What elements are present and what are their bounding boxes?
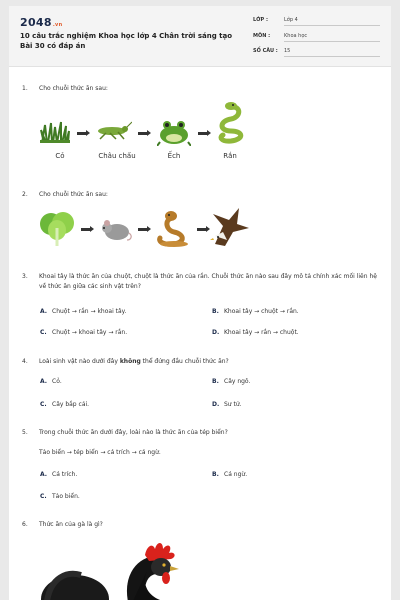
site-logo[interactable] bbox=[20, 16, 62, 29]
grasshopper-icon bbox=[94, 121, 132, 141]
question-text: Trong chuỗi thức ăn dưới đây, loài nào là thức ăn của tép biển? bbox=[39, 429, 228, 436]
grass-icon bbox=[40, 121, 70, 143]
answer-option-b[interactable]: B. Cá ngừ. bbox=[212, 471, 248, 478]
food-chain-text: Tảo biển → tép biển → cá trích → cá ngừ. bbox=[39, 449, 161, 456]
arrow-icon bbox=[198, 132, 208, 135]
class-label: LỚP : bbox=[253, 17, 268, 23]
food-chain-image-1 bbox=[37, 101, 257, 166]
question-text: Khoai tây là thức ăn của chuột, chuột là thức ăn của rắn. Chuỗi thức ăn nào sau đây mô tả chính xác mối liên hệ về thức ăn giữa các sinh vật trên? bbox=[39, 273, 377, 290]
document-page bbox=[9, 6, 391, 600]
subject-value: Khoa học bbox=[284, 33, 380, 42]
page-title: 10 câu trắc nghiệm Khoa học lớp 4 Chân trời sáng tạo Bài 30 có đáp án bbox=[20, 32, 233, 50]
caption-frog: Ếch bbox=[167, 152, 181, 160]
logo-suffix: .vn bbox=[52, 22, 63, 28]
answer-option-a[interactable]: A. Cỏ. bbox=[40, 378, 62, 385]
arrow-icon bbox=[77, 132, 87, 135]
class-value: Lớp 4 bbox=[284, 17, 380, 26]
snake-icon bbox=[152, 210, 192, 248]
frog-icon bbox=[157, 118, 191, 146]
answer-option-b[interactable]: B. Cây ngô. bbox=[212, 378, 251, 385]
arrow-icon bbox=[197, 228, 207, 231]
arrow-icon bbox=[138, 228, 148, 231]
answer-option-a[interactable]: A. Chuột → rắn → khoai tây. bbox=[40, 308, 127, 315]
mouse-icon bbox=[99, 218, 133, 242]
food-chain-image-2 bbox=[37, 206, 257, 252]
caption-snake: Rắn bbox=[223, 152, 237, 160]
arrow-icon bbox=[81, 228, 91, 231]
logo-text: 2048 bbox=[20, 16, 52, 29]
question-number: 5. bbox=[22, 429, 28, 436]
document-header bbox=[9, 6, 391, 67]
arrow-icon bbox=[138, 132, 148, 135]
eagle-icon bbox=[209, 206, 251, 248]
count-label: SỐ CÂU : bbox=[253, 48, 278, 54]
question-number: 3. bbox=[22, 273, 28, 280]
answer-option-b[interactable]: B. Khoai tây → chuột → rắn. bbox=[212, 308, 299, 315]
question-text: Loài sinh vật nào dưới đây không thể đứng đầu chuỗi thức ăn? bbox=[39, 358, 229, 365]
question-number: 1. bbox=[22, 85, 28, 92]
caption-grass: Cỏ bbox=[55, 152, 65, 160]
subject-label: MÔN : bbox=[253, 33, 271, 39]
question-text: Cho chuỗi thức ăn sau: bbox=[39, 85, 108, 92]
answer-option-d[interactable]: D. Khoai tây → rắn → chuột. bbox=[212, 329, 299, 336]
answer-option-d[interactable]: D. Sư tử. bbox=[212, 401, 242, 408]
answer-option-c[interactable]: C. Chuột → khoai tây → rắn. bbox=[40, 329, 128, 336]
answer-option-a[interactable]: A. Cá trích. bbox=[40, 471, 78, 478]
question-number: 4. bbox=[22, 358, 28, 365]
question-text: Thức ăn của gà là gì? bbox=[39, 521, 103, 528]
rooster-image bbox=[37, 541, 197, 600]
question-number: 2. bbox=[22, 191, 28, 198]
lettuce-icon bbox=[39, 210, 75, 246]
caption-grasshopper: Châu chấu bbox=[98, 152, 136, 160]
snake-icon bbox=[215, 101, 247, 145]
question-number: 6. bbox=[22, 521, 28, 528]
answer-option-c[interactable]: C. Cây bắp cải. bbox=[40, 401, 90, 408]
question-text: Cho chuỗi thức ăn sau: bbox=[39, 191, 108, 198]
answer-option-c[interactable]: C. Tảo biển. bbox=[40, 493, 80, 500]
count-value: 15 bbox=[284, 48, 380, 57]
